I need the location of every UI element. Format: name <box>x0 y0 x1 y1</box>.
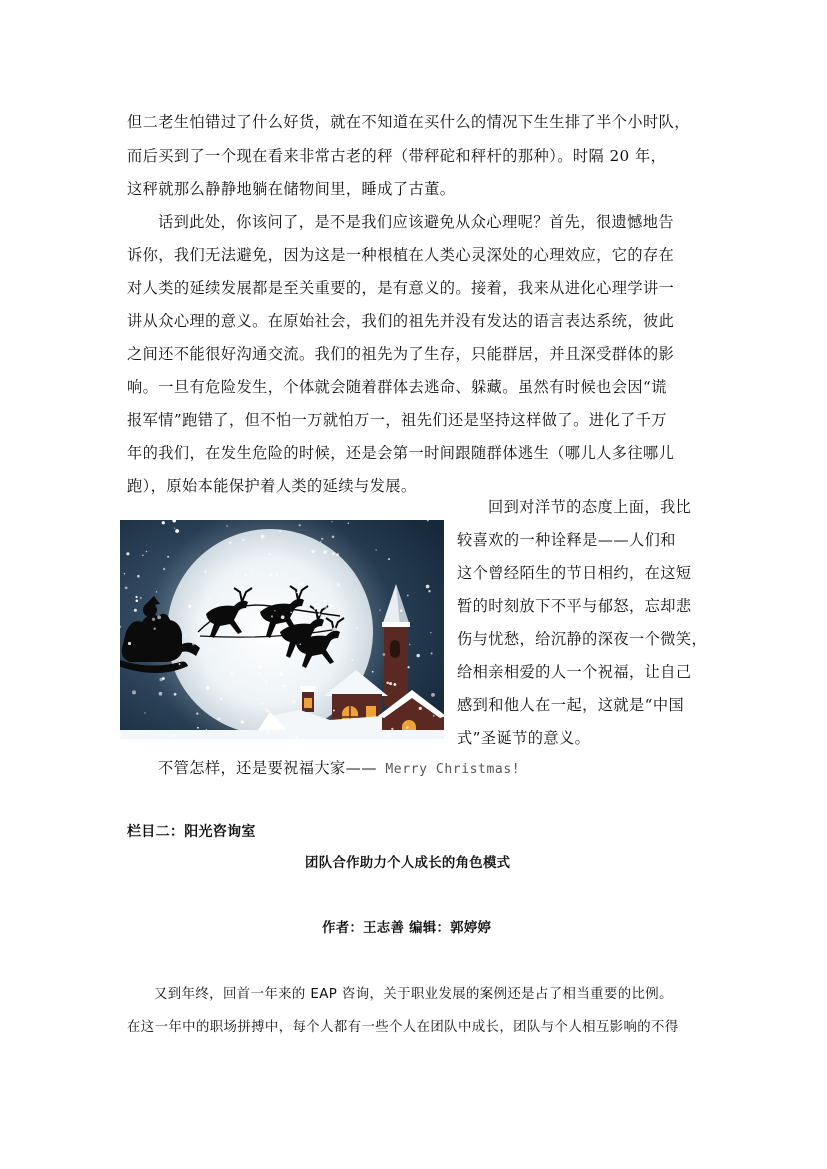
snowflake <box>261 535 265 539</box>
snowflake <box>293 580 295 582</box>
paragraph-line: 讲从众心理的意义。在原始社会，我们的祖先并没有发达的语言表达系统，彼此 <box>127 312 675 330</box>
paragraph-line: 但二老生怕错过了什么好货，就在不知道在买什么的情况下生生排了半个小时队， <box>127 113 690 131</box>
snowflake <box>157 615 161 619</box>
snowflake <box>135 596 137 598</box>
snowflake <box>188 605 191 608</box>
snowflake <box>387 734 390 737</box>
snowflake <box>276 574 278 576</box>
snowflake <box>394 683 397 686</box>
snowflake <box>266 710 269 713</box>
snowflake <box>226 525 227 526</box>
snowflake <box>225 631 226 632</box>
snowflake <box>279 530 281 532</box>
snowflake <box>174 735 176 737</box>
side-paragraph-line: 感到和他人在一起，这就是“中国 <box>457 696 685 714</box>
snowflake <box>278 642 280 644</box>
snowflake <box>408 666 410 668</box>
snowflake <box>428 590 430 592</box>
snowflake <box>269 553 272 556</box>
snowflake <box>250 568 252 570</box>
paragraph-line: 对人类的延续发展都是至关重要的，是有意义的。接着，我来从进化心理学讲一 <box>127 279 675 297</box>
snowflake <box>124 573 126 575</box>
snowflake <box>295 735 298 738</box>
snowflake <box>231 673 234 676</box>
snowflake <box>257 672 260 675</box>
snowflake <box>197 633 200 636</box>
section-heading: 栏目二：阳光咨询室 <box>127 824 256 840</box>
snowflake <box>218 717 221 720</box>
snowflake <box>419 707 422 710</box>
snowflake <box>220 698 222 700</box>
snowflake <box>261 601 264 604</box>
paragraph-line: 话到此处，你该问了，是不是我们应该避免从众心理呢？首先，很遗憾地告 <box>158 213 675 231</box>
side-paragraph-line: 这个曾经陌生的节日相约，在这短 <box>457 564 692 582</box>
snowflake <box>330 604 333 607</box>
snowflake <box>386 681 389 684</box>
snowflake <box>281 615 285 619</box>
snowflake <box>280 672 283 675</box>
snowflake <box>208 596 210 598</box>
snowflake <box>266 639 270 643</box>
snowflake <box>146 551 148 553</box>
snowflake <box>406 726 408 728</box>
paragraph-line: 之间还不能很好沟通交流。我们的祖先为了生存，只能群居，并且深受群体的影 <box>127 345 675 363</box>
snowflake <box>323 550 327 554</box>
christmas-night-image <box>120 520 444 739</box>
snowflake <box>175 529 179 533</box>
snowflake <box>372 671 374 673</box>
snowflake <box>400 610 402 612</box>
paragraph-line: 在这一年中的职场拼搏中，每个人都有一些个人在团队中成长，团队与个人相互影响的不得 <box>127 1020 679 1035</box>
snowflake <box>332 536 335 539</box>
paragraph-line: 响。一旦有危险发生，个体就会随着群体去逃命、躲藏。虽然有时候也会因“谎 <box>127 378 667 396</box>
snowflake <box>269 573 272 576</box>
snowflake <box>248 582 249 583</box>
snowflake <box>431 652 433 654</box>
paragraph-line: 诉你，我们无法避免，因为这是一种根植在人类心灵深处的心理效应，它的存在 <box>127 246 675 264</box>
snowflake <box>140 597 142 599</box>
snowflake <box>274 610 275 611</box>
snowflake <box>201 623 202 624</box>
snowflake <box>314 606 317 609</box>
snowflake <box>229 541 232 544</box>
snowflake <box>407 594 409 596</box>
snowflake <box>290 612 292 614</box>
snowflake <box>242 538 245 541</box>
snowflake <box>388 558 390 560</box>
snowflake <box>184 635 186 637</box>
snowflake <box>156 591 157 592</box>
snowflake <box>254 639 257 642</box>
snowflake <box>265 708 267 710</box>
snowflake <box>426 585 430 589</box>
snowflake <box>134 609 137 612</box>
snowflake <box>431 693 435 697</box>
snowflake <box>375 549 377 551</box>
snowflake <box>263 640 264 641</box>
snowflake <box>216 603 220 607</box>
merry-christmas-greeting: Merry Christmas! <box>376 762 521 777</box>
snowflake <box>333 627 337 631</box>
snowflake <box>137 575 140 578</box>
snowflake <box>296 592 298 594</box>
snowflake <box>265 681 267 683</box>
snowflake <box>263 630 264 631</box>
snowflake <box>318 613 320 615</box>
snowflake <box>132 690 136 694</box>
snowflake <box>245 574 247 576</box>
snowflake <box>391 728 393 730</box>
snowflake <box>416 654 419 657</box>
snowflake <box>282 685 285 688</box>
snowflake <box>354 589 355 590</box>
side-paragraph-line: 较喜欢的一种诠释是——人们和 <box>457 531 676 549</box>
closing-prefix: 不管怎样，还是要祝福大家—— <box>158 759 377 777</box>
snowflake <box>209 647 211 649</box>
snowflake <box>331 521 332 522</box>
paragraph-line: 又到年终，回首一年来的 EAP 咨询，关于职业发展的案例还是占了相当重要的比例。 <box>154 987 673 1002</box>
snowflake <box>332 552 335 555</box>
snowflake <box>236 574 238 576</box>
snowflake <box>317 603 318 604</box>
snowflake <box>167 556 169 558</box>
snowflake <box>267 730 271 734</box>
snowflake <box>323 600 325 602</box>
snowflake <box>300 643 302 645</box>
snowflake <box>348 522 350 524</box>
snowflake <box>309 616 310 617</box>
snowflake <box>271 615 273 617</box>
snowflake <box>309 663 312 666</box>
closing-line <box>158 758 520 780</box>
snowflake <box>389 682 392 685</box>
paragraph-line: 年的我们，在发生危险的时候，还是会第一时间跟随群体逃生（哪儿人多往哪儿 <box>127 444 675 462</box>
snowflake <box>336 553 339 556</box>
snowflake <box>142 555 143 556</box>
snowflake <box>320 541 321 542</box>
snowflake <box>197 727 199 729</box>
snowflake <box>126 552 129 555</box>
paragraph-line: 跑），原始本能保护着人类的延续与发展。 <box>127 477 417 495</box>
snowflake <box>192 642 195 645</box>
snowflake <box>324 605 328 609</box>
snowflake <box>321 538 323 540</box>
snowflake <box>409 644 410 645</box>
snowflake <box>299 524 301 526</box>
snowflake <box>179 663 181 665</box>
snowflake <box>163 568 165 570</box>
article-title: 团队合作助力个人成长的角色模式 <box>305 856 511 871</box>
paragraph-line: 报军情”跑错了，但不怕一万就怕万一，祖先们还是坚持这样做了。进化了千万 <box>127 411 667 429</box>
snowflake <box>241 720 244 723</box>
snowflake <box>144 712 145 713</box>
snowflake <box>162 677 165 680</box>
snowflake <box>258 665 262 669</box>
snowflake <box>356 627 358 629</box>
snowflake <box>206 686 210 690</box>
snowflake <box>204 570 207 573</box>
snowflake <box>231 657 232 658</box>
snowflake <box>233 596 234 597</box>
side-paragraph-line: 回到对洋节的态度上面，我比 <box>488 498 692 516</box>
snowflake <box>128 642 131 645</box>
side-paragraph-line: 式”圣诞节的意义。 <box>457 729 591 747</box>
snowflake <box>430 632 431 633</box>
paragraph-line: 这秤就那么静静地躺在储物间里，睡成了古董。 <box>127 180 456 198</box>
snowflake <box>292 700 296 704</box>
snowflake <box>174 693 177 696</box>
snowflake <box>159 692 163 696</box>
snowflake <box>162 521 165 524</box>
snowflake <box>300 583 303 586</box>
snowflake <box>433 715 435 717</box>
side-paragraph-line: 伤与忧愁，给沉静的深夜一个微笑， <box>457 630 708 648</box>
paragraph-line: 而后买到了一个现在看来非常古老的秤（带秤砣和秤杆的那种）。时隔 20 年， <box>127 147 667 165</box>
side-paragraph-line: 暂的时刻放下不平与郁怒，忘却悲 <box>457 597 692 615</box>
snowflake <box>136 600 139 603</box>
snowflake <box>337 583 340 586</box>
snowflake <box>152 618 155 621</box>
snowflake <box>351 659 353 661</box>
snowflake <box>333 709 335 711</box>
snowflake <box>125 586 128 589</box>
snowflake <box>383 653 386 656</box>
byline: 作者：王志善 编辑：郭婷婷 <box>322 921 492 936</box>
snowflake <box>310 609 312 611</box>
snowflake <box>206 729 207 730</box>
snowflake <box>174 527 175 528</box>
snowflake <box>196 712 199 715</box>
snowflake <box>180 586 181 587</box>
snowflake <box>290 726 291 727</box>
snowflake <box>261 702 263 704</box>
snowflake <box>311 550 314 553</box>
snowflake <box>379 609 380 610</box>
side-paragraph-line: 给相亲相爱的人一个祝福，让自己 <box>457 663 692 681</box>
snowflake <box>154 628 156 630</box>
